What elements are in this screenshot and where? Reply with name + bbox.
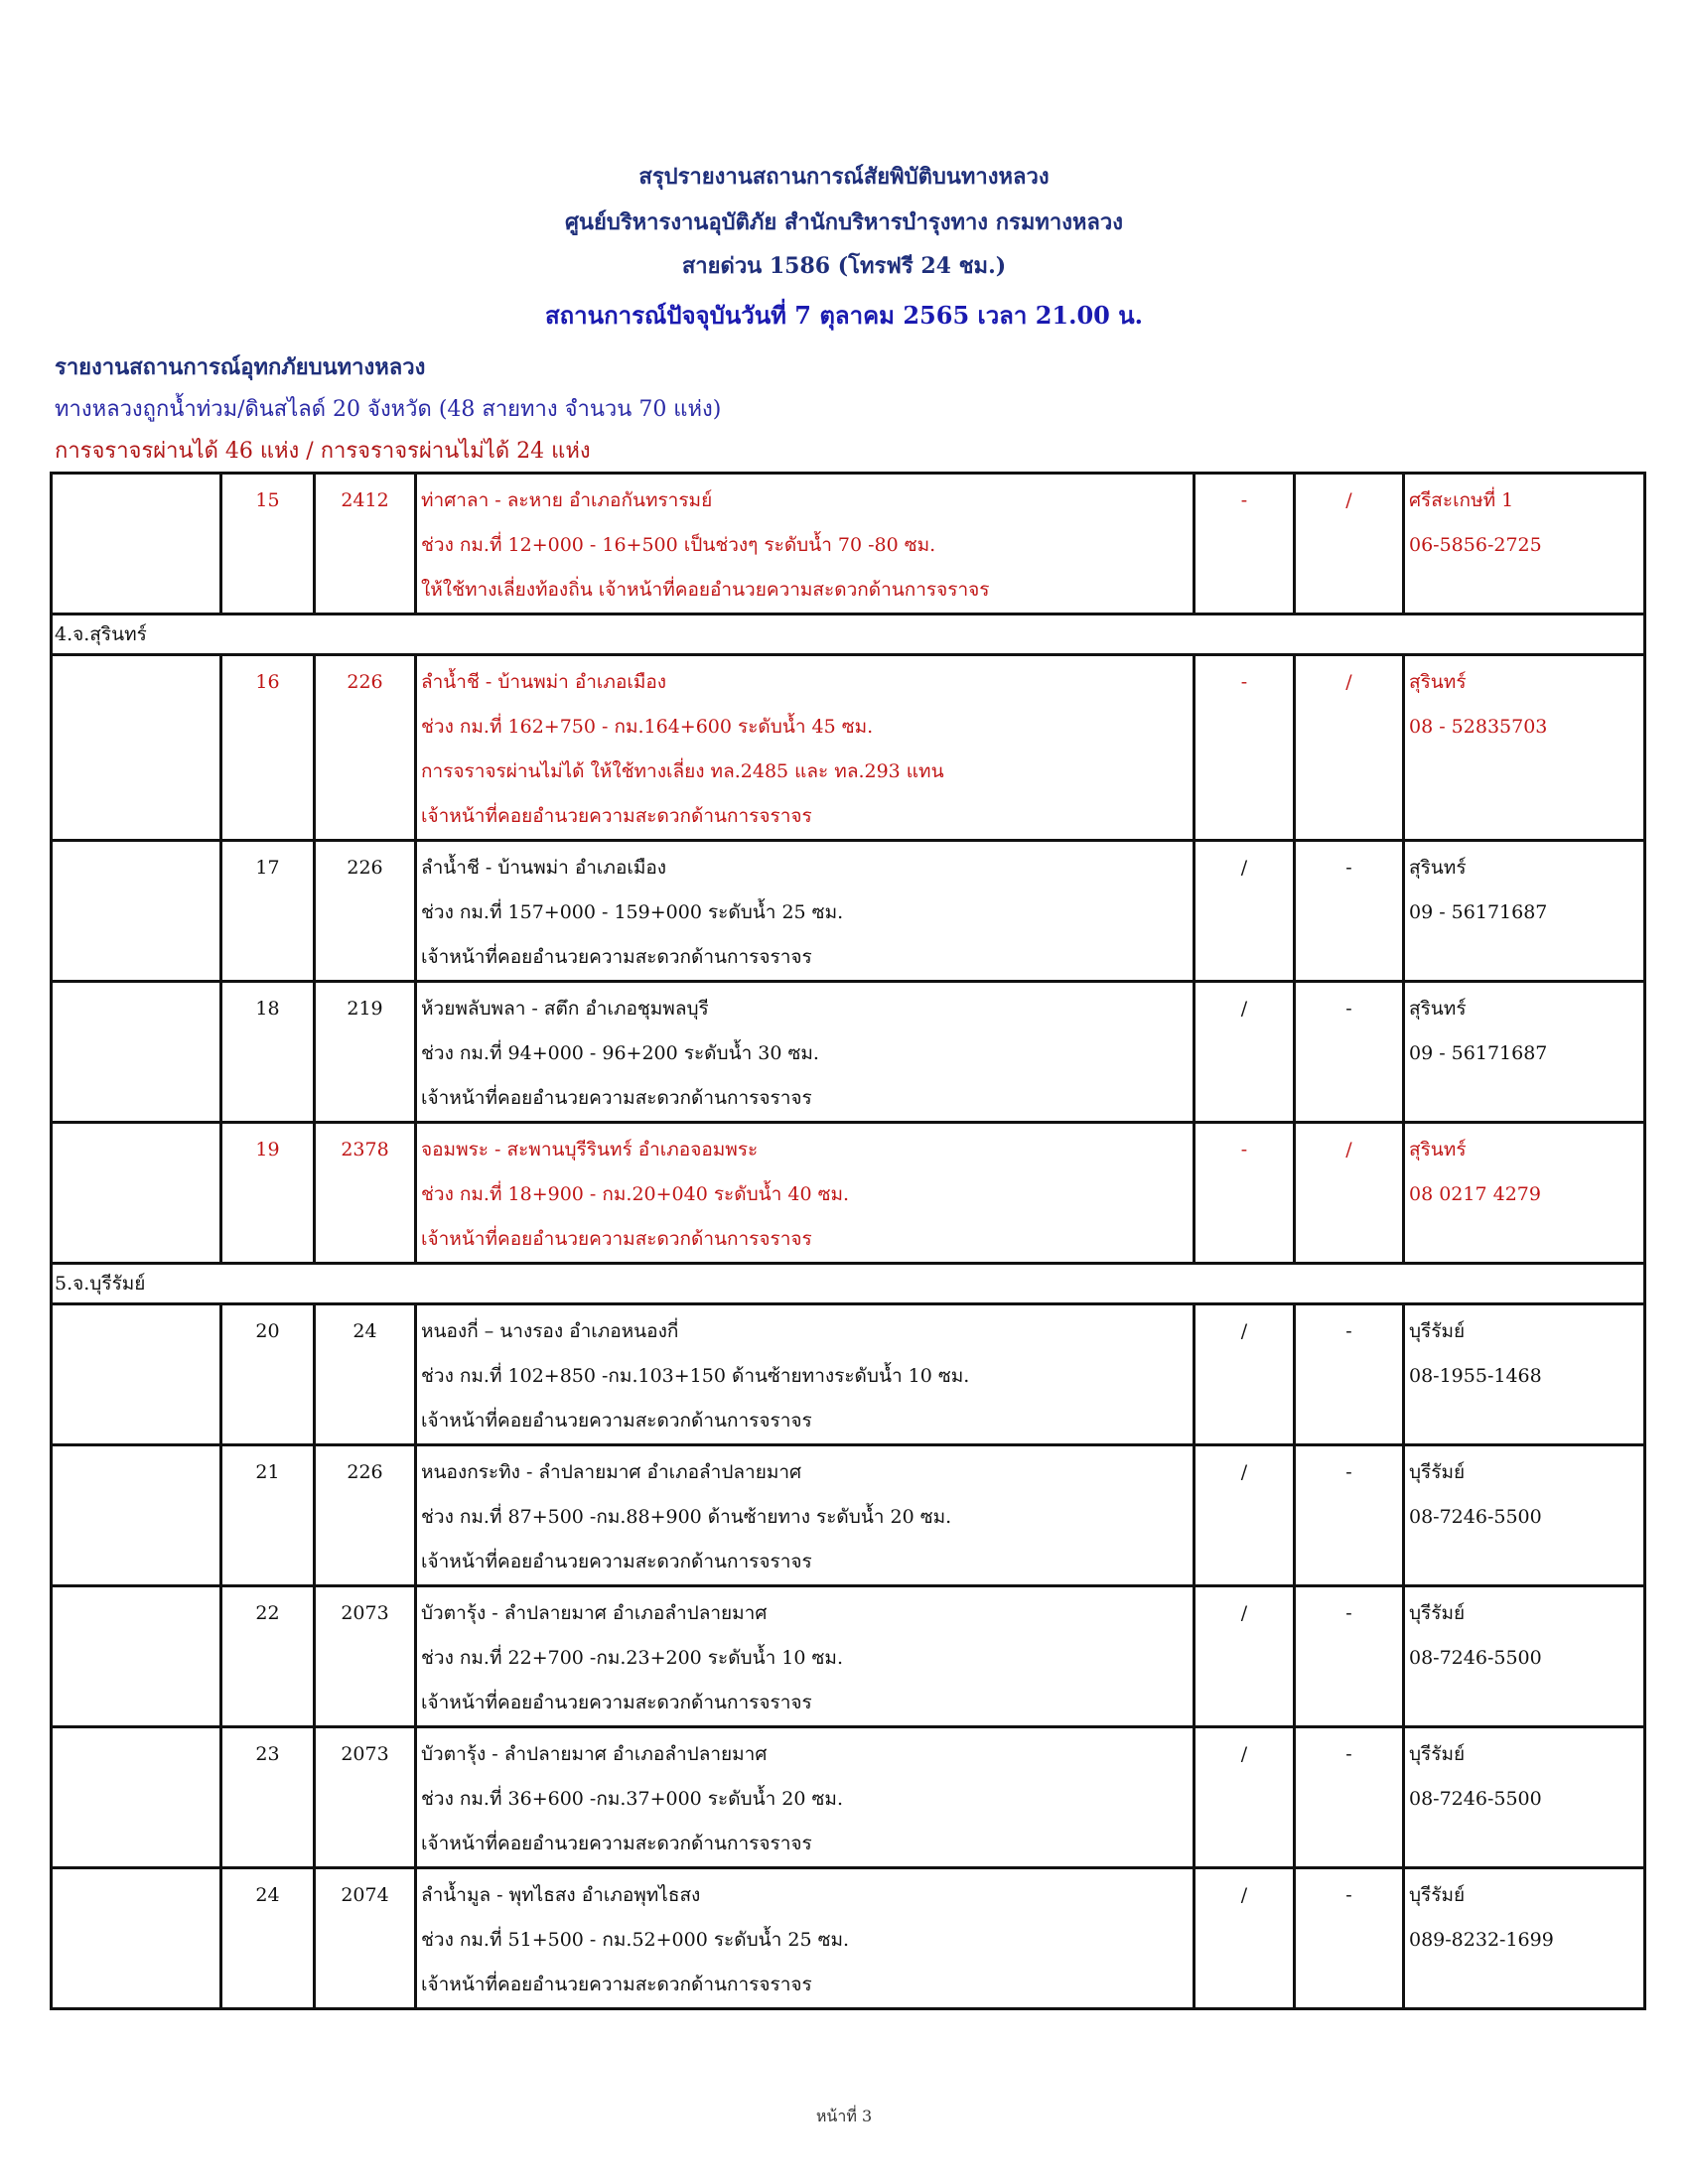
contact-cell xyxy=(1404,1586,1645,1727)
contact-phone: 08-1955-1468 xyxy=(1409,1365,1542,1387)
impassable-mark: - xyxy=(1295,1445,1404,1586)
route-number: 226 xyxy=(315,1445,416,1586)
description-line: ท่าศาลา - ละหาย อำเภอกันทรารมย์ xyxy=(421,489,713,511)
contact-phone: 08-7246-5500 xyxy=(1409,1788,1542,1810)
impassable-mark: - xyxy=(1295,1586,1404,1727)
description-line: ลำน้ำมูล - พุทไธสง อำเภอพุทไธสง xyxy=(421,1884,701,1906)
page-number: หน้าที่ 3 xyxy=(815,2107,873,2125)
contact-phone: 06-5856-2725 xyxy=(1409,534,1542,556)
report-agency: ศูนย์บริหารงานอุบัติภัย สำนักบริหารบำรุงทาง กรมทางหลวง xyxy=(564,209,1124,235)
passable-mark: / xyxy=(1195,1445,1295,1586)
row-number: 19 xyxy=(221,1123,315,1264)
location-description xyxy=(416,1868,1195,2009)
location-description xyxy=(416,655,1195,841)
location-description xyxy=(416,841,1195,982)
blank-cell xyxy=(52,982,221,1123)
passable-mark: / xyxy=(1195,1727,1295,1868)
contact-office: บุรีรัมย์ xyxy=(1409,1461,1466,1483)
description-line: ช่วง กม.ที่ 94+000 - 96+200 ระดับน้ำ 30 ซม. xyxy=(421,1042,819,1064)
passable-mark: - xyxy=(1195,655,1295,841)
contact-office: สุรินทร์ xyxy=(1409,1139,1467,1160)
intro-summary: ทางหลวงถูกน้ำท่วม/ดินสไลด์ 20 จังหวัด (48 สายทาง จำนวน 70 แห่ง) xyxy=(55,397,722,422)
description-line: การจราจรผ่านไม่ได้ ให้ใช้ทางเลี่ยง ทล.2485 และ ทล.293 แทน xyxy=(421,760,944,782)
description-line: ลำน้ำชี - บ้านพม่า อำเภอเมือง xyxy=(421,857,667,879)
route-number: 219 xyxy=(315,982,416,1123)
contact-office: บุรีรัมย์ xyxy=(1409,1884,1466,1906)
contact-phone: 089-8232-1699 xyxy=(1409,1929,1554,1951)
description-line: ช่วง กม.ที่ 12+000 - 16+500 เป็นช่วงๆ ระดับน้ำ 70 -80 ซม. xyxy=(421,534,936,556)
contact-cell xyxy=(1404,1123,1645,1264)
passable-mark: / xyxy=(1195,1586,1295,1727)
hotline: สายด่วน 1586 (โทรฟรี 24 ชม.) xyxy=(681,253,1007,279)
description-line: บัวตารุ้ง - ลำปลายมาศ อำเภอลำปลายมาศ xyxy=(421,1602,768,1624)
description-line: ช่วง กม.ที่ 162+750 - กม.164+600 ระดับน้ำ 45 ซม. xyxy=(421,716,874,738)
route-number: 2074 xyxy=(315,1868,416,2009)
route-number: 226 xyxy=(315,655,416,841)
description-line: เจ้าหน้าที่คอยอำนวยความสะดวกด้านการจราจร xyxy=(421,1974,812,1995)
description-line: ช่วง กม.ที่ 51+500 - กม.52+000 ระดับน้ำ 25 ซม. xyxy=(421,1929,850,1951)
description-line: เจ้าหน้าที่คอยอำนวยความสะดวกด้านการจราจร xyxy=(421,1087,812,1109)
row-number: 22 xyxy=(221,1586,315,1727)
row-number: 18 xyxy=(221,982,315,1123)
impassable-mark: - xyxy=(1295,1868,1404,2009)
province-section-row xyxy=(52,614,1645,655)
row-number: 15 xyxy=(221,474,315,614)
province-heading: 5.จ.บุรีรัมย์ xyxy=(52,1264,1645,1304)
passable-mark: / xyxy=(1195,1868,1295,2009)
row-number: 24 xyxy=(221,1868,315,2009)
intro-traffic: การจราจรผ่านได้ 46 แห่ง / การจราจรผ่านไม่ได้ 24 แห่ง xyxy=(55,439,591,464)
blank-cell xyxy=(52,1123,221,1264)
description-line: ช่วง กม.ที่ 102+850 -กม.103+150 ด้านซ้ายทางระดับน้ำ 10 ซม. xyxy=(421,1365,970,1387)
description-line: จอมพระ - สะพานบุรีรินทร์ อำเภอจอมพระ xyxy=(421,1139,759,1160)
location-description xyxy=(416,982,1195,1123)
table-row xyxy=(52,1304,1645,1445)
description-line: เจ้าหน้าที่คอยอำนวยความสะดวกด้านการจราจร xyxy=(421,1551,812,1572)
description-line: เจ้าหน้าที่คอยอำนวยความสะดวกด้านการจราจร xyxy=(421,946,812,968)
table-row xyxy=(52,1868,1645,2009)
impassable-mark: - xyxy=(1295,982,1404,1123)
passable-mark: / xyxy=(1195,982,1295,1123)
description-line: เจ้าหน้าที่คอยอำนวยความสะดวกด้านการจราจร xyxy=(421,1692,812,1713)
description-line: บัวตารุ้ง - ลำปลายมาศ อำเภอลำปลายมาศ xyxy=(421,1743,768,1765)
impassable-mark: / xyxy=(1295,474,1404,614)
blank-cell xyxy=(52,1304,221,1445)
description-line: ให้ใช้ทางเลี่ยงท้องถิ่น เจ้าหน้าที่คอยอำนวยความสะดวกด้านการจราจร xyxy=(421,579,990,601)
impassable-mark: - xyxy=(1295,1304,1404,1445)
contact-cell xyxy=(1404,1727,1645,1868)
province-heading: 4.จ.สุรินทร์ xyxy=(52,614,1645,655)
contact-phone: 09 - 56171687 xyxy=(1409,1042,1548,1064)
table-row xyxy=(52,474,1645,614)
location-description xyxy=(416,1123,1195,1264)
contact-office: บุรีรัมย์ xyxy=(1409,1320,1466,1342)
contact-cell xyxy=(1404,982,1645,1123)
contact-phone: 08-7246-5500 xyxy=(1409,1647,1542,1669)
contact-phone: 09 - 56171687 xyxy=(1409,901,1548,923)
contact-office: ศรีสะเกษที่ 1 xyxy=(1409,489,1514,511)
route-number: 24 xyxy=(315,1304,416,1445)
row-number: 16 xyxy=(221,655,315,841)
blank-cell xyxy=(52,1868,221,2009)
location-description xyxy=(416,1727,1195,1868)
contact-cell xyxy=(1404,1868,1645,2009)
blank-cell xyxy=(52,1727,221,1868)
route-number: 2073 xyxy=(315,1727,416,1868)
table-row xyxy=(52,1445,1645,1586)
route-number: 226 xyxy=(315,841,416,982)
description-line: ช่วง กม.ที่ 22+700 -กม.23+200 ระดับน้ำ 10 ซม. xyxy=(421,1647,843,1669)
row-number: 21 xyxy=(221,1445,315,1586)
contact-office: บุรีรัมย์ xyxy=(1409,1743,1466,1765)
contact-cell xyxy=(1404,1445,1645,1586)
location-description xyxy=(416,1445,1195,1586)
contact-cell xyxy=(1404,1304,1645,1445)
row-number: 20 xyxy=(221,1304,315,1445)
route-number: 2073 xyxy=(315,1586,416,1727)
table-row xyxy=(52,1123,1645,1264)
table-row xyxy=(52,1586,1645,1727)
blank-cell xyxy=(52,474,221,614)
blank-cell xyxy=(52,655,221,841)
impassable-mark: - xyxy=(1295,1727,1404,1868)
passable-mark: / xyxy=(1195,1304,1295,1445)
description-line: หนองกระทิง - ลำปลายมาศ อำเภอลำปลายมาศ xyxy=(421,1461,802,1483)
flood-report-table xyxy=(50,472,1646,2010)
passable-mark: - xyxy=(1195,1123,1295,1264)
description-line: ห้วยพลับพลา - สตึก อำเภอชุมพลบุรี xyxy=(421,998,709,1020)
description-line: ช่วง กม.ที่ 18+900 - กม.20+040 ระดับน้ำ 40 ซม. xyxy=(421,1183,850,1205)
description-line: เจ้าหน้าที่คอยอำนวยความสะดวกด้านการจราจร xyxy=(421,805,812,827)
contact-office: สุรินทร์ xyxy=(1409,998,1467,1020)
location-description xyxy=(416,474,1195,614)
contact-office: สุรินทร์ xyxy=(1409,857,1467,879)
location-description xyxy=(416,1586,1195,1727)
impassable-mark: / xyxy=(1295,655,1404,841)
intro-title: รายงานสถานการณ์อุทกภัยบนทางหลวง xyxy=(55,354,426,380)
description-line: ลำน้ำชี - บ้านพม่า อำเภอเมือง xyxy=(421,671,667,693)
route-number: 2412 xyxy=(315,474,416,614)
contact-office: บุรีรัมย์ xyxy=(1409,1602,1466,1624)
report-datetime: สถานการณ์ปัจจุบันวันที่ 7 ตุลาคม 2565 เวลา 21.00 น. xyxy=(545,301,1143,330)
impassable-mark: / xyxy=(1295,1123,1404,1264)
contact-phone: 08-7246-5500 xyxy=(1409,1506,1542,1528)
passable-mark: - xyxy=(1195,474,1295,614)
contact-cell xyxy=(1404,841,1645,982)
table-row xyxy=(52,982,1645,1123)
passable-mark: / xyxy=(1195,841,1295,982)
table-row xyxy=(52,655,1645,841)
blank-cell xyxy=(52,1445,221,1586)
impassable-mark: - xyxy=(1295,841,1404,982)
description-line: เจ้าหน้าที่คอยอำนวยความสะดวกด้านการจราจร xyxy=(421,1410,812,1432)
description-line: ช่วง กม.ที่ 157+000 - 159+000 ระดับน้ำ 25 ซม. xyxy=(421,901,844,923)
description-line: เจ้าหน้าที่คอยอำนวยความสะดวกด้านการจราจร xyxy=(421,1228,812,1250)
contact-office: สุรินทร์ xyxy=(1409,671,1467,693)
contact-phone: 08 - 52835703 xyxy=(1409,716,1548,738)
blank-cell xyxy=(52,841,221,982)
row-number: 17 xyxy=(221,841,315,982)
contact-cell xyxy=(1404,655,1645,841)
location-description xyxy=(416,1304,1195,1445)
route-number: 2378 xyxy=(315,1123,416,1264)
report-title: สรุปรายงานสถานการณ์สัยพิบัติบนทางหลวง xyxy=(638,164,1050,190)
description-line: ช่วง กม.ที่ 36+600 -กม.37+000 ระดับน้ำ 20 ซม. xyxy=(421,1788,843,1810)
row-number: 23 xyxy=(221,1727,315,1868)
description-line: หนองกี่ – นางรอง อำเภอหนองกี่ xyxy=(421,1320,679,1342)
contact-phone: 08 0217 4279 xyxy=(1409,1183,1541,1205)
description-line: เจ้าหน้าที่คอยอำนวยความสะดวกด้านการจราจร xyxy=(421,1833,812,1854)
contact-cell xyxy=(1404,474,1645,614)
description-line: ช่วง กม.ที่ 87+500 -กม.88+900 ด้านซ้ายทาง ระดับน้ำ 20 ซม. xyxy=(421,1506,952,1528)
table-row xyxy=(52,841,1645,982)
blank-cell xyxy=(52,1586,221,1727)
table-row xyxy=(52,1727,1645,1868)
province-section-row xyxy=(52,1264,1645,1304)
